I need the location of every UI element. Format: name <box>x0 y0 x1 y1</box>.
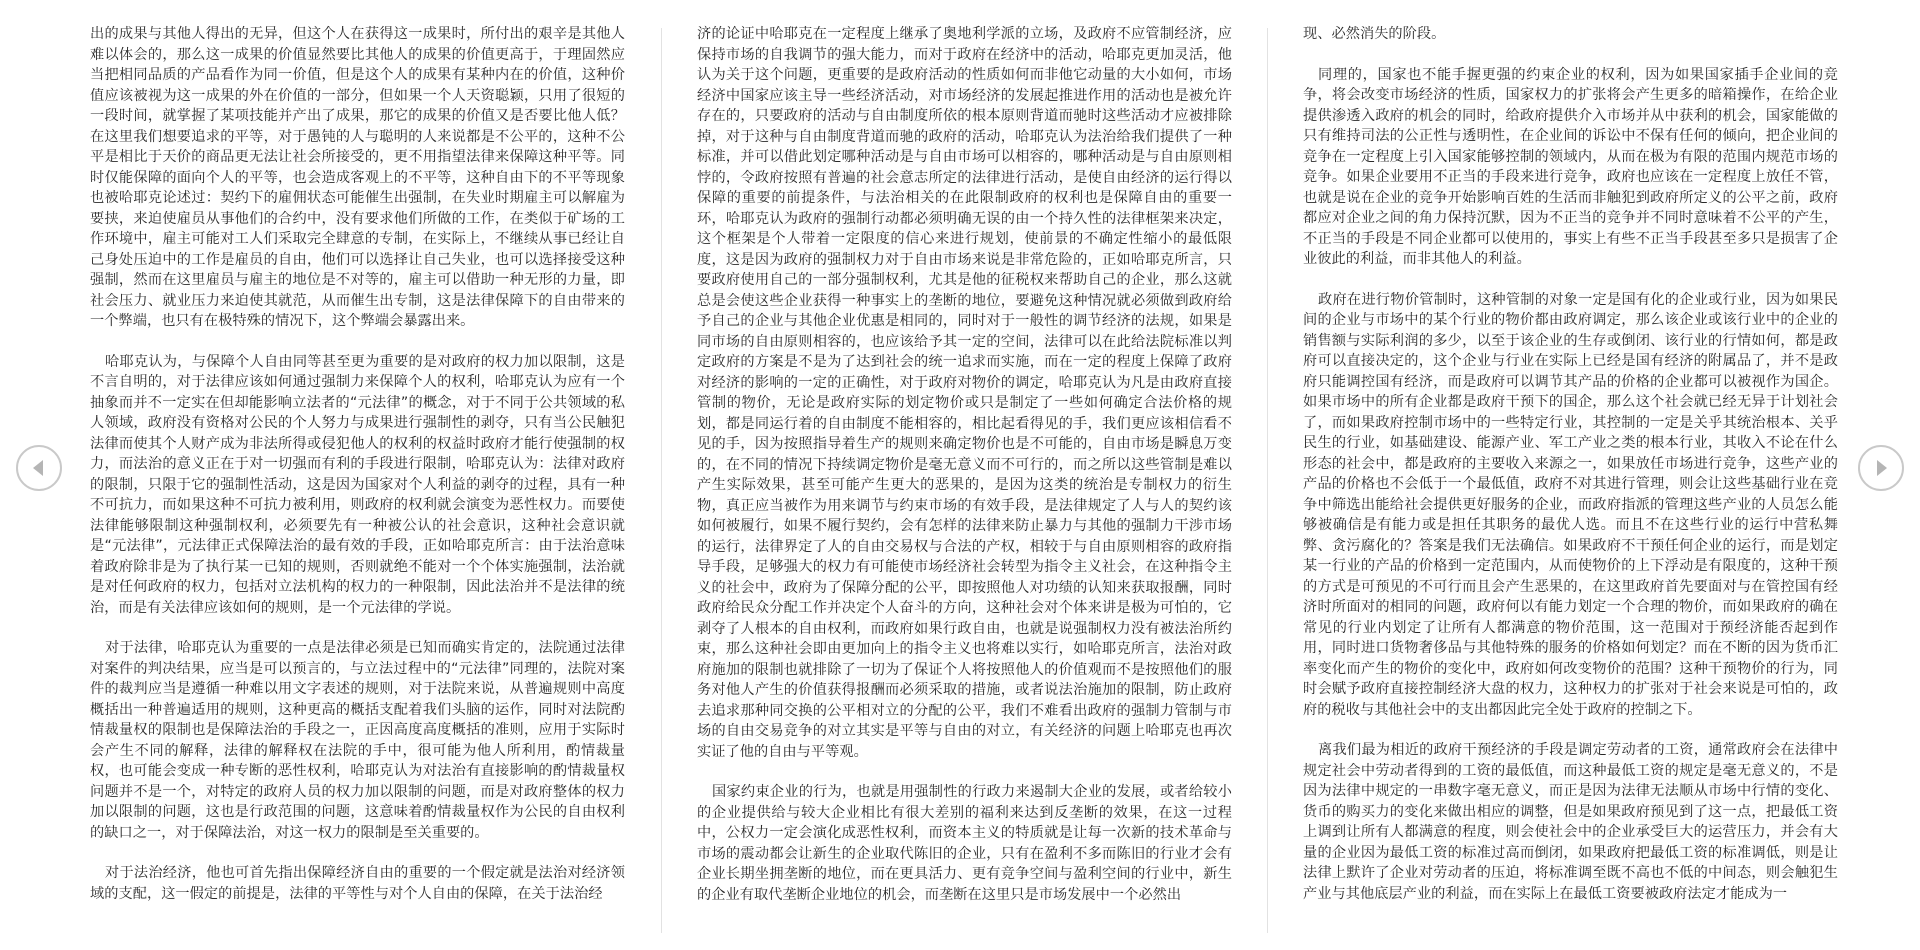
paragraph: 离我们最为相近的政府干预经济的手段是调定劳动者的工资，通常政府会在法律中规定社会中劳动者得到的工资的最低值，而这种最低工资的规定是毫无意义的，不是因为法律中规定的一串数字毫无意义，而正是因为法律无法顺从市场中行情的变化、货币的购买力的变化来做出相应的调整，但是如果政府预见到了这一点，把最低工资上调到让所有人都满意的程度，则会使社会中的企业承受巨大的运营压力，并会有大量的企业因为最低工资的标准过高而倒闭，如果政府把最低工资的标准调低，则是让法律上默许了企业对劳动者的压迫，将标准调至既不高也不低的中间态，则会触犯生产业与其他底层产业的利益，而在实际上在最低工资要被政府法定才能成为一 <box>1303 742 1838 902</box>
text-column-2 <box>697 24 1232 944</box>
chevron-right-icon <box>1870 457 1892 479</box>
text-column-1 <box>90 24 625 944</box>
paragraph: 国家约束企业的行为，也就是用强制性的行政力来遏制大企业的发展，或者给较小的企业提供给与较大企业相比有很大差别的福利来达到反垄断的效果，在这一过程中，公权力一定会演化成恶性权利，而资本主义的特质就是让每一次新的技术革命与市场的震动都会让新生的企业取代陈旧的企业，只有在盈利不多而陈旧的行业才会有企业长期坐拥垄断的地位，而在更具活力、更有竞争空间与盈利空间的行业中，新生的企业有取代垄断企业地位的机会，而垄断在这里只是市场发展中一个必然出 <box>697 784 1232 903</box>
paragraph: 同理的，国家也不能手握更强的约束企业的权利，因为如果国家插手企业间的竞争，将会改变市场经济的性质，国家权力的扩张将会产生更多的暗箱操作，在给企业提供渗透入政府的机会的同时，给政府提供介入市场并从中获利的机会，国家能做的只有维持司法的公正性与透明性，在企业间的诉讼中不保有任何的倾向，把企业间的竞争在一定程度上引入国家能够控制的领域内，从而在极为有限的范围内规范市场的竞争。如果企业要用不正当的手段来进行竞争，政府也应该在一定程度上放任不管，也就是说在企业的竞争开始影响百姓的生活而非触犯到政府所定义的公平之前，政府都应对企业之间的角力保持沉默，因为不正当的竞争并不同时意味着不公平的产生，不正当的手段是不同企业都可以使用的，事实上有些不正当手段甚至多只是损害了企业彼此的利益，而非其他人的利益。 <box>1303 66 1838 267</box>
paragraph: 政府在进行物价管制时，这种管制的对象一定是国有化的企业或行业，因为如果民间的企业与市场中的某个行业的物价都由政府调定，那么该企业或该行业中的企业的销售额与实际利润的多少，以至于该企业的生存或倒闭、该行业的行情如何，都是政府可以直接决定的，这个企业与行业在实际上已经是国有经济的附属品了，并不是政府只能调控国有经济，而是政府可以调节其产品的价格的企业都可以被视作为国企。如果市场中的所有企业都是政府干预下的国企，那么这个社会就已经无异于计划社会了，而如果政府控制市场中的一些特定行业，其控制的一定是关乎其统治根本、关乎民生的行业，如基础建设、能源产业、军工产业之类的根本行业，其收入不论在什么形态的社会中，都是政府的主要收入来源之一，如果放任市场进行竞争，这些产业的产品的价格也不会低于一个最低值，政府不对其进行管理，则会让这些基础行业在竞争中筛选出能给社会提供更好服务的企业，而政府指派的管理这些产业的人员怎么能够被确信是有能力或是担任其职务的最优人选。而且不在这些行业的运行中营私舞弊、贪污腐化的？答案是我们无法确信。如果政府不干预任何企业的运行，而是划定某一行业的产品的价格到一定范围内，从而使物价的上下浮动是有限度的，这种干预的方式是可预见的不可行而且会产生恶果的，在这里政府首先要面对与在管控国有经济时所面对的相同的问题，政府何以有能力划定一个合理的物价，而如果政府的确在常见的行业内划定了让所有人都满意的物价范围，这一范围对于预经济能否起到作用，同时进口货物奢侈品与其他特殊的服务的价格如何划定？而在不断的因为货币汇率变化而产生的物价的变化中，政府如何改变物价的范围？这种干预物价的行为，同时会赋予政府直接控制经济大盘的权力，这种权力的扩张对于社会来说是可怕的，政府的税收与其他社会中的支出都因此完全处于政府的控制之下。 <box>1303 291 1838 718</box>
paragraph: 对于法治经济，他也可首先指出保障经济自由的重要的一个假定就是法治对经济领域的支配，这一假定的前提是，法律的平等性与对个人自由的保障，在关于法治经 <box>90 865 625 902</box>
next-page-button[interactable] <box>1858 445 1904 491</box>
paragraph: 哈耶克认为，与保障个人自由同等甚至更为重要的是对政府的权力加以限制，这是不言自明的，对于法律应该如何通过强制力来保障个人的权利，哈耶克认为应有一个抽象而并不一定实在但却能影响立法者的“元法律”的概念，对于不同于公共领域的私人领域，政府没有资格对公民的个人努力与成果进行强制性的剥夺，只有当公民触犯法律而使其个人财产成为非法所得或侵犯他人的权利的权益时政府才能行使强制的权力，而法治的意义正在于对一切强而有利的手段进行限制，哈耶克认为：法律对政府的限制，只限于它的强制性活动，这是因为国家对个人利益的剥夺的过程，具有一种不可抗力，而如果这种不可抗力被利用，则政府的权利就会演变为恶性权力。而要使法律能够限制这种强制权利，必须要先有一种被公认的社会意识，这种社会意识就是“元法律”，元法律正式保障法治的最有效的手段，正如哈耶克所言：由于法治意味着政府除非是为了执行某一已知的规则，否则就绝不能对一个个体实施强制，法治就是对任何政府的权力，包括对立法机构的权力的一种限制，因此法治并不是法律的统治，而是有关法律应该如何的规则，是一个元法律的学说。 <box>90 353 625 616</box>
column-divider <box>661 28 662 933</box>
previous-page-button[interactable] <box>16 445 62 491</box>
paragraph: 出的成果与其他人得出的无异，但这个人在获得这一成果时，所付出的艰辛是其他人难以体会的，那么这一成果的价值显然要比其他人的成果的价值更高于，于理固然应当把相同品质的产品看作为同一价值，但是这个人的成果有某种内在的价值，这种价值应该被视为这一成果的外在价值的一部分，但如果一个人天资聪颖，只用了很短的一段时间，就掌握了某项技能并产出了成果，那它的成果的价值又是否要比他人低？在这里我们想要追求的平等，对于愚钝的人与聪明的人来说都是不公平的，这种不公平是相比于天价的商品更无法让社会所接受的，更不用指望法律来保障这种平等。同时仅能保障的面向个人的平等，也会造成客观上的不平等，这种自由下的不平等现象也被哈耶克论述过：契约下的雇佣状态可能催生出强制，在失业时期雇主可以解雇为要挟，来迫使雇员从事他们的合约中，没有要求他们所做的工作，在类似于矿场的工作环境中，雇主可能对工人们采取完全肆意的专制，在实际上，不继续从事已经让自己身处压迫中的工作是雇员的自由，他们可以选择让自己失业，也可以选择接受这种强制，然而在这里雇员与雇主的地位是不对等的，雇主可以借助一种无形的力量，即社会压力、就业压力来迫使其就范，从而催生出专制，这是法律保障下的自由带来的一个弊端，也只有在极特殊的情况下，这个弊端会暴露出来。 <box>90 26 625 329</box>
chevron-left-icon <box>28 457 50 479</box>
text-column-3 <box>1303 24 1838 944</box>
paragraph: 对于法律，哈耶克认为重要的一点是法律必须是已知而确实肯定的，法院通过法律对案件的判决结果，应当是可以预言的，与立法过程中的“元法律”同理的，法院对案件的裁判应当是遵循一种难以用文字表述的规则，对于法院来说，从普遍规则中高度概括出一种普遍适用的规则，这种更高的概括支配着我们头脑的运作，同时对法院酌情裁量权的限制也是保障法治的手段之一，正因高度高度概括的准则，应用于实际时会产生不同的解释，法律的解释权在法院的手中，很可能为他人所利用，酌情裁量权，也可能会变成一种专断的恶性权利，哈耶克认为对法治有直接影响的酌情裁量权问题并不是一个，对特定的政府人员的权力加以限制的问题，而是对政府整体的权力加以限制的问题，这也是行政范围的问题，这意味着酌情裁量权作为公民的自由权利的缺口之一，对于保障法治，对这一权力的限制是至关重要的。 <box>90 640 625 841</box>
paragraph: 济的论证中哈耶克在一定程度上继承了奥地利学派的立场，及政府不应管制经济，应保持市场的自我调节的强大能力，而对于政府在经济中的活动，哈耶克更加灵活，他认为关于这个问题，更重要的是政府活动的性质如何而非他它动量的大小如何，市场经济中国家应该主导一些经济活动，对市场经济的发展起推进作用的活动也是被允许存在的，只要政府的活动与自由制度所依的根本原则背道而驰时这些活动才应被排除掉，对于这种与自由制度背道而驰的政府的活动，哈耶克认为法治给我们提供了一种标准，并可以借此划定哪种活动是与自由市场可以相容的，哪种活动是与自由原则相悖的，令政府按照有普遍的社会意志所定的法律进行活动，是使自由经济的运行得以保障的重要的前提条件，与法治相关的在此限制政府的权利也是保障自由的重要一环，哈耶克认为政府的强制行动都必须明确无误的由一个持久性的法律框架来决定，这个框架是个人带着一定限度的信心来进行规划，使前景的不确定性缩小的最低限度，这是因为政府的强制权力对于自由市场来说是非常危险的，正如哈耶克所言，只要政府使用自己的一部分强制权利，尤其是他的征税权来帮助自己的企业，那么这就总是会使这些企业获得一种事实上的垄断的地位，要避免这种情况就必须做到政府给予自己的企业与其他企业优惠是相同的，同时对于一般性的调节经济的法规，如果是同市场的自由原则相容的，也应该给予其一定的空间，法律可以在此给法院标准以判定政府的方案是不是为了达到社会的统一追求而实施，而在一定的程度上保障了政府对经济的影响的一定的正确性，对于政府对物价的调定，哈耶克认为凡是由政府直接管制的物价，无论是政府实际的划定物价或只是制定了一些如何确定合法价格的规划，都是同运行着的自由制度不能相容的，相比起看得见的手，我们更应该相信看不见的手，因为按照指导着生产的规则来确定物价也是不可能的，自由市场是瞬息万变的，在不同的情况下持续调定物价是毫无意义而不可行的，而之所以这些管制是难以产生实际效果，甚至可能产生更大的恶果的，是因为这类的统治是专制权力的衍生物，真正应当被作为用来调节与约束市场的有效手段，是法律规定了人与人的契约该如何被履行，如果不履行契约，会有怎样的法律来防止暴力与其他的强制力干涉市场的运行，法律界定了人的自由交易权与合法的产权，相较于与自由原则相容的政府指导手段，足够强大的权力有可能使市场经济社会转型为指令主义社会，在这种指令主义的社会中，政府为了保障分配的公平，即按照他人对功绩的认知来获取报酬，同时政府给民众分配工作并决定个人奋斗的方向，这种社会对个体来讲是极为可怕的，它剥夺了人根本的自由权利，而政府如果行政自由，也就是说强制权力没有被法治所约束，那么这种社会即由更加向上的指令主义也将难以实行，如哈耶克所言，法治对政府施加的限制也就排除了一切为了保证个人将按照他人的价值观而不是按照他们的服务对他人产生的价值获得报酬而必须采取的措施，或者说法治施加的限制，防止政府去追求那种同交换的公平相对立的分配的公平，我们不难看出政府的强制力管制与市场的自由交易竞争的对立其实是平等与自由的对立，有关经济的问题上哈耶克也再次实证了他的自由与平等观。 <box>697 26 1232 760</box>
column-divider <box>1267 28 1268 933</box>
paragraph: 现、必然消失的阶段。 <box>1303 26 1446 42</box>
